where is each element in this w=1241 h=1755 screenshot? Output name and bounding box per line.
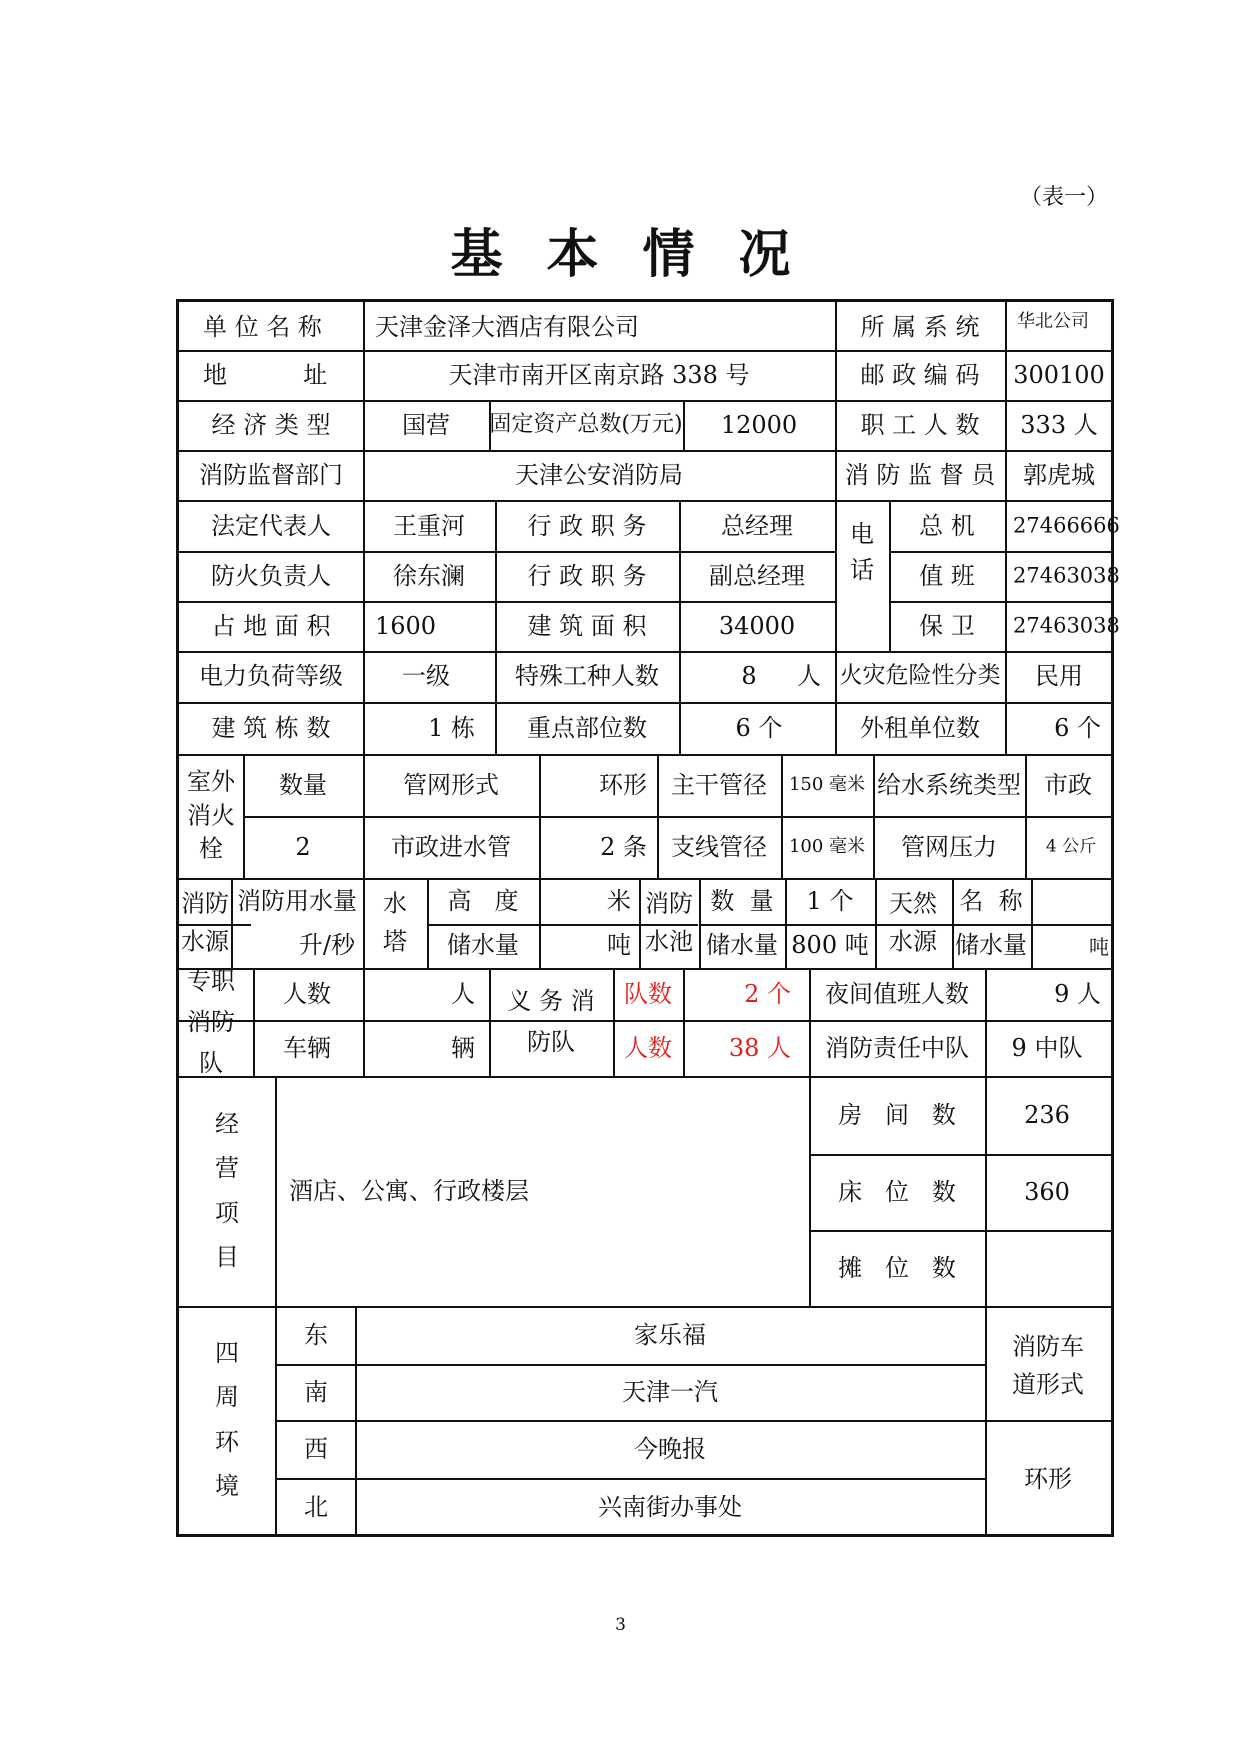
col-divider [809,1076,811,1306]
row-divider [889,551,1111,553]
col-divider [683,400,685,450]
econ-type-value: 国营 [402,411,450,439]
col-divider [495,500,497,754]
col-divider [781,754,783,878]
col-divider [875,878,877,968]
team-count-label: 队数 [624,980,672,1008]
key-parts-value: 6 个 [735,714,783,742]
west-label: 西 [304,1435,328,1463]
pro-people-label: 人数 [283,980,331,1008]
resp-unit-label: 消防责任中队 [825,1034,969,1062]
beds-label: 床 位 数 [838,1178,956,1206]
night-duty-value: 9 人 [1054,980,1101,1008]
fire-lane-value: 环形 [1024,1465,1072,1493]
inspector-value: 郭虎城 [1023,461,1095,489]
page-title: 基本情况 [450,224,835,285]
power-value: 一级 [402,662,450,690]
resp-unit-value: 9 中队 [1011,1034,1083,1062]
water-usage-label: 消防用水量 [237,887,357,915]
switchboard-value: 27466666 [1013,513,1120,538]
position-label: 行 政 职 务 [527,562,647,590]
pool-storage-label: 储水量 [706,931,778,959]
col-divider [363,302,365,754]
table-number-note: （表一） [1020,185,1109,210]
land-area-label: 占 地 面 积 [211,612,331,640]
land-area-value: 1600 [375,612,437,640]
col-divider [539,878,541,968]
supply-type-label: 给水系统类型 [877,771,1021,799]
col-divider [427,878,429,968]
east-label: 东 [304,1321,328,1349]
hydrant-qty-value: 2 [295,833,311,861]
team-count-value: 2 个 [744,980,791,1008]
col-divider [699,878,701,968]
net-form-label: 管网形式 [403,771,499,799]
page-number: 3 [615,1615,626,1635]
main-pipe-value: 150 毫米 [788,774,866,795]
col-divider [835,302,837,754]
row-divider [809,1230,1111,1232]
phone-label: 电话 [850,520,874,584]
row-divider [179,754,1111,756]
natural-storage-label: 储水量 [955,931,1027,959]
fire-dept-label: 消防监督部门 [199,461,343,489]
assets-label: 固定资产总数(万元) [489,412,683,437]
fire-pool-label: 消防水池 [645,889,693,956]
special-workers-unit: 人 [797,662,821,690]
fire-dept-value: 天津公安消防局 [515,461,683,489]
water-tower-label: 水塔 [383,889,407,956]
col-divider [489,968,491,1076]
surroundings-label: 四周环境 [215,1339,239,1501]
power-label: 电力负荷等级 [199,662,343,690]
rooms-value: 236 [1024,1101,1070,1129]
inlet-value: 2 条 [600,833,647,861]
supply-type-value: 市政 [1044,771,1092,799]
inspector-label: 消 防 监 督 员 [844,461,996,489]
col-divider [355,1306,357,1534]
pool-qty-label: 数 量 [710,887,774,915]
row-divider [277,1478,985,1480]
branch-pipe-label: 支线管径 [671,833,767,861]
natural-source-label: 天然水源 [889,889,937,956]
business-items: 酒店、公寓、行政楼层 [289,1177,529,1205]
row-divider [179,651,1111,653]
col-divider [985,1306,987,1534]
inlet-label: 市政进水管 [391,833,511,861]
address-label: 地 址 [203,361,328,389]
west-value: 今晚报 [634,1435,706,1463]
col-divider [889,500,891,651]
row-divider [179,551,835,553]
system-label: 所 属 系 统 [860,313,980,341]
main-pipe-label: 主干管径 [671,771,767,799]
special-workers-value: 8 [741,662,757,690]
natural-name-label: 名 称 [959,887,1023,915]
south-value: 天津一汽 [622,1378,718,1406]
assets-value: 12000 [720,411,798,439]
special-workers-label: 特殊工种人数 [515,662,659,690]
col-divider [613,968,615,1076]
natural-storage-unit: 吨 [1089,935,1109,959]
fire-head-position-value: 副总经理 [709,562,805,590]
security-phone-value: 27463038 [1013,613,1120,638]
row-divider [889,601,1111,603]
col-divider [243,754,245,878]
col-divider [363,968,365,1076]
row-divider [179,350,1111,352]
col-divider [683,968,685,1076]
member-count-value: 38 人 [728,1034,791,1062]
pro-vehicle-unit: 辆 [451,1034,475,1062]
row-divider [985,1420,1111,1422]
tenants-label: 外租单位数 [860,714,980,742]
pool-storage-value: 800 吨 [791,931,869,959]
fire-lane-label: 消防车道形式 [1012,1332,1084,1399]
col-divider [679,500,681,754]
hazard-label: 火灾危险性分类 [839,662,1001,689]
water-source-label: 消防水源 [181,889,229,956]
night-duty-label: 夜间值班人数 [825,980,969,1008]
duty-phone-value: 27463038 [1013,563,1120,588]
hazard-value: 民用 [1035,662,1083,690]
pool-qty-value: 1 个 [806,887,854,915]
buildings-label: 建 筑 栋 数 [211,714,331,742]
beds-value: 360 [1024,1178,1070,1206]
pro-brigade-label: 专职消防队 [187,966,235,1077]
net-form-value: 环形 [599,771,647,799]
col-divider [539,754,541,878]
row-divider [179,450,1111,452]
col-divider [363,754,365,878]
key-parts-label: 重点部位数 [527,714,647,742]
col-divider [275,1076,277,1534]
legal-rep-value: 王重河 [393,512,465,540]
col-divider [985,968,987,1076]
postcode-value: 300100 [1013,361,1105,389]
staff-value: 333 人 [1020,411,1098,439]
business-label: 经营项目 [215,1110,239,1272]
col-divider [1031,878,1033,968]
row-divider [179,1076,1111,1078]
hydrant-qty-label: 数量 [279,771,327,799]
legal-position-value: 总经理 [721,512,793,540]
fire-head-value: 徐东澜 [393,562,465,590]
col-divider [809,968,811,1076]
position-label: 行 政 职 务 [527,512,647,540]
col-divider [873,754,875,878]
south-label: 南 [304,1378,328,1406]
system-value: 华北公司 [1017,311,1089,332]
water-usage-unit: 升/秒 [298,931,355,959]
col-divider [1005,302,1007,754]
build-area-label: 建 筑 面 积 [527,612,647,640]
col-divider [639,878,641,968]
row-divider [179,1306,1111,1308]
row-divider [613,1020,1111,1022]
east-value: 家乐福 [634,1321,706,1349]
pressure-label: 管网压力 [901,833,997,861]
member-count-label: 人数 [624,1034,672,1062]
unit-name-value: 天津金泽大酒店有限公司 [375,313,639,341]
row-divider [179,400,1111,402]
row-divider [179,702,1111,704]
col-divider [657,754,659,878]
build-area-value: 34000 [718,612,796,640]
row-divider [277,1364,985,1366]
col-divider [985,1076,987,1306]
postcode-label: 邮 政 编 码 [860,361,980,389]
address-value: 天津市南开区南京路 338 号 [448,361,750,389]
pressure-value: 4 公斤 [1045,836,1097,857]
tower-height-label: 高 度 [447,887,519,915]
tower-storage-unit: 吨 [607,931,631,959]
row-divider [245,816,1111,818]
volunteer-brigade-label: 义 务 消防队 [507,987,595,1056]
basic-info-form [176,299,1120,1537]
legal-rep-label: 法定代表人 [211,512,331,540]
col-divider [1025,754,1027,878]
col-divider [231,878,233,968]
row-divider [179,500,1111,502]
buildings-value: 1 栋 [428,714,475,742]
row-divider [277,1420,985,1422]
row-divider [179,968,1111,970]
fire-head-label: 防火负责人 [211,562,331,590]
col-divider [363,878,365,968]
tower-storage-label: 储水量 [447,931,519,959]
col-divider [253,968,255,1076]
tenants-value: 6 个 [1054,714,1101,742]
row-divider [809,1154,1111,1156]
north-label: 北 [304,1493,328,1521]
row-divider [179,878,1111,880]
rooms-label: 房 间 数 [838,1101,956,1129]
staff-label: 职 工 人 数 [860,411,980,439]
pro-people-unit: 人 [451,980,475,1008]
tower-height-unit: 米 [607,887,631,915]
econ-type-label: 经 济 类 型 [211,411,331,439]
col-divider [785,878,787,968]
security-phone-label: 保 卫 [919,612,975,640]
row-divider [179,601,835,603]
branch-pipe-value: 100 毫米 [788,836,866,857]
unit-name-label: 单 位 名 称 [203,313,322,341]
duty-phone-label: 值 班 [919,562,975,590]
pro-vehicle-label: 车辆 [283,1034,331,1062]
north-value: 兴南街办事处 [598,1493,742,1521]
switchboard-label: 总 机 [919,512,975,540]
stalls-label: 摊 位 数 [838,1254,956,1282]
hydrant-label: 室外消火栓 [187,767,235,863]
col-divider [952,878,954,968]
